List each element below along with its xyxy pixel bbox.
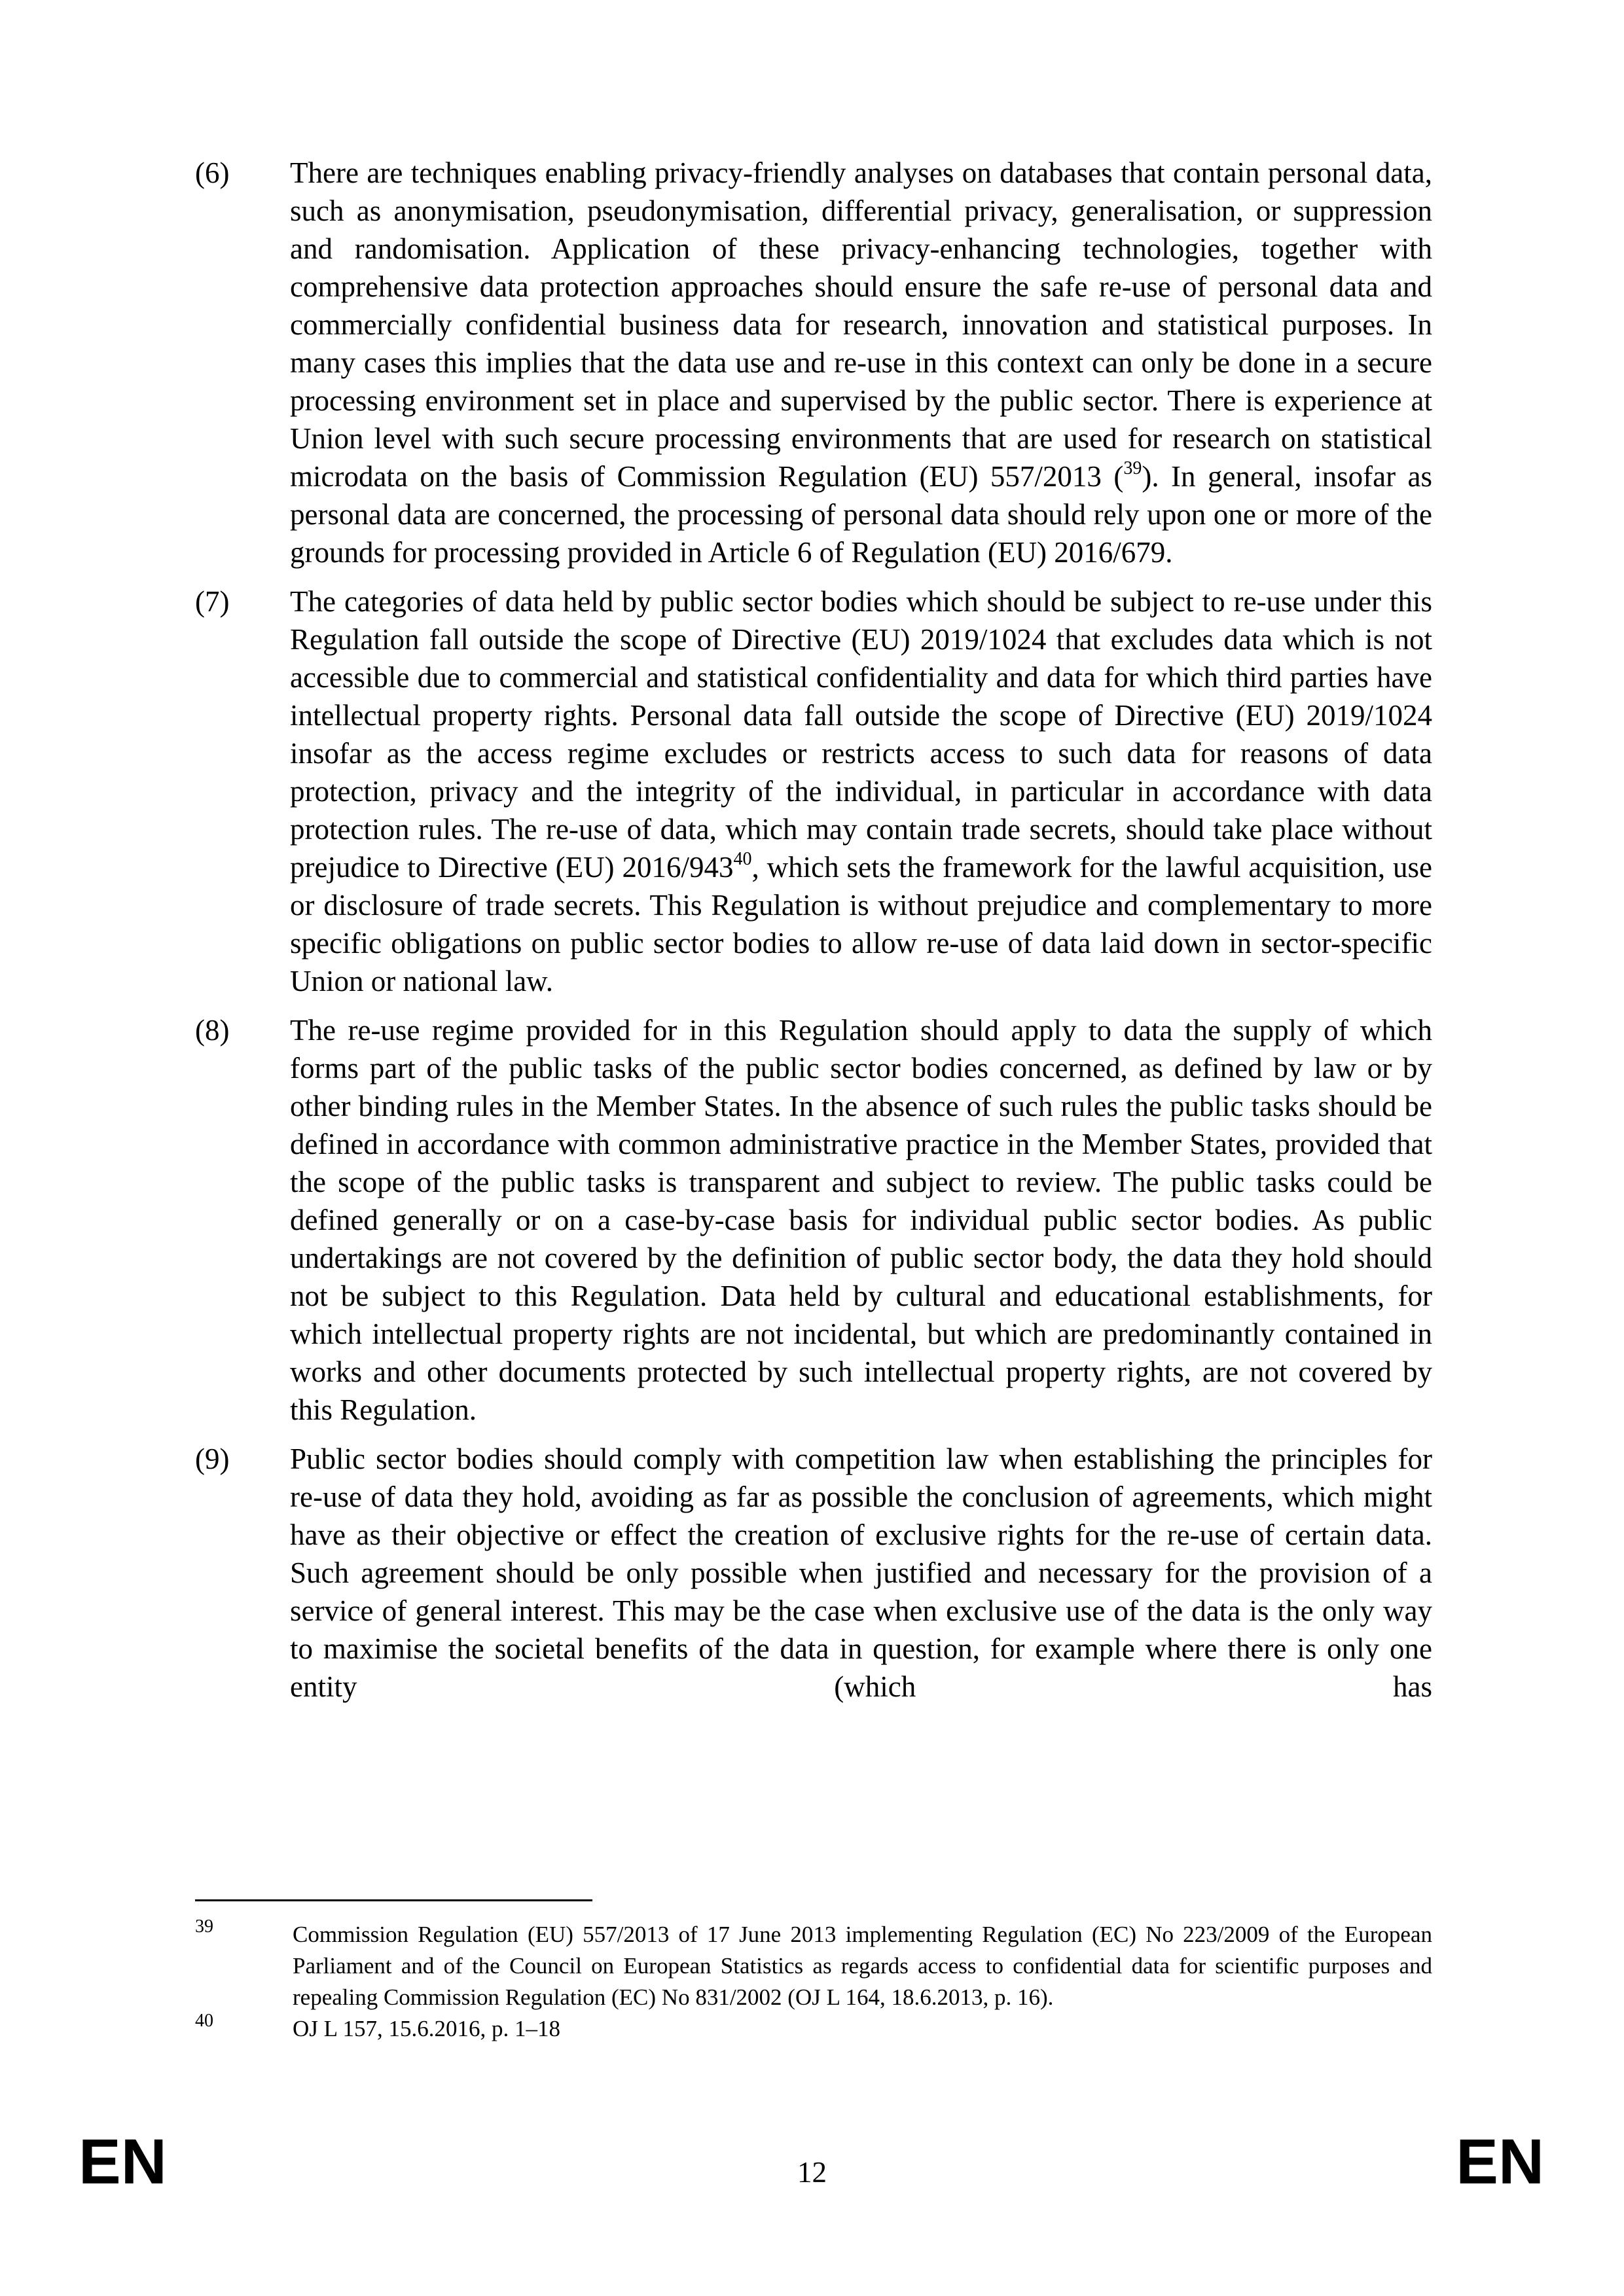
footnote-reference: 40	[733, 849, 752, 869]
paragraph-number: (9)	[195, 1443, 230, 1475]
footnote-text: Commission Regulation (EU) 557/2013 of 17 June 2013 implementing Regulation (EC) No 223/2009 of the European Parliament and of the Council on European Statistics as regards access to confidential data for scientific purposes and repealing Commission Regulation (EC) No 831/2002 (OJ L 164, 18.6.2013, p. 16).	[293, 1922, 1432, 2010]
recital-paragraph	[195, 154, 1432, 571]
footer-language-code-left: EN	[79, 2126, 167, 2197]
recital-paragraph	[195, 1440, 1432, 1706]
footnote-list	[195, 1916, 1432, 2045]
paragraph-list	[195, 154, 1432, 1706]
footer-language-code-right: EN	[1456, 2126, 1544, 2197]
footnote-marker: 39	[195, 1916, 213, 1937]
footnote-marker: 40	[195, 2011, 213, 2031]
paragraph-text: The categories of data held by public sector bodies which should be subject to re-use under this Regulation fall outside the scope of Directive (EU) 2019/1024 that excludes data which is not accessible due to commercial and statistical confidentiality and data for which third parties have intellectual property rights. Personal data fall outside the scope of Directive (EU) 2019/1024 insofar as the access regime excludes or restricts access to such data for reasons of data protection, privacy and the integrity of the individual, in particular in accordance with data protection rules. The re-use of data, which may contain trade secrets, should take place without prejudice to Directive (EU) 2016/943$^{40}$, which sets the framework for the lawful acquisition, use or disclosure of trade secrets. This Regulation is without prejudice and complementary to more specific obligations on public sector bodies to allow re-use of data laid down in sector-specific Union or national law.	[290, 585, 1433, 997]
page-number: 12	[797, 2156, 827, 2189]
footnote-separator	[195, 1899, 592, 1901]
footnote	[195, 2013, 1432, 2045]
paragraph-number: (6)	[195, 156, 230, 189]
paragraph-text: The re-use regime provided for in this Regulation should apply to data the supply of which forms part of the public tasks of the public sector bodies concerned, as defined by law or by other binding rules in the Member States. In the absence of such rules the public tasks should be defined in accordance with common administrative practice in the Member States, provided that the scope of the public tasks is transparent and subject to review. The public tasks could be defined generally or on a case-by-case basis for individual public sector bodies. As public undertakings are not covered by the definition of public sector body, the data they hold should not be subject to this Regulation. Data held by cultural and educational establishments, for which intellectual property rights are not incidental, but which are predominantly contained in works and other documents protected by such intellectual property rights, are not covered by this Regulation.	[290, 1014, 1432, 1426]
paragraph-number: (8)	[195, 1014, 230, 1047]
footnote-text: OJ L 157, 15.6.2016, p. 1–18	[293, 2016, 560, 2041]
paragraph-number: (7)	[195, 585, 230, 618]
footnote	[195, 1916, 1432, 2013]
recital-paragraph	[195, 583, 1432, 1000]
paragraph-text: Public sector bodies should comply with competition law when establishing the principles for re-use of data they hold, avoiding as far as possible the conclusion of agreements, which might have as their objective or effect the creation of exclusive rights for the re-use of certain data. Such agreement should be only possible when justified and necessary for the provision of a service of general interest. This may be the case when exclusive use of the data is the only way to maximise the societal benefits of the data in question, for example where there is only one entity (which has	[290, 1443, 1432, 1703]
paragraph-text: There are techniques enabling privacy-friendly analyses on databases that contain personal data, such as anonymisation, pseudonymisation, differential privacy, generalisation, or suppression and randomisation. Application of these privacy-enhancing technologies, together with comprehensive data protection approaches should ensure the safe re-use of personal data and commercially confidential business data for research, innovation and statistical purposes. In many cases this implies that the data use and re-use in this context can only be done in a secure processing environment set in place and supervised by the public sector. There is experience at Union level with such secure processing environments that are used for research on statistical microdata on the basis of Commission Regulation (EU) 557/2013 ($^{39}$). In general, insofar as personal data are concerned, the processing of personal data should rely upon one or more of the grounds for processing provided in Article 6 of Regulation (EU) 2016/679.	[290, 156, 1432, 569]
recital-paragraph	[195, 1011, 1432, 1429]
footnote-reference: 39	[1123, 458, 1142, 478]
